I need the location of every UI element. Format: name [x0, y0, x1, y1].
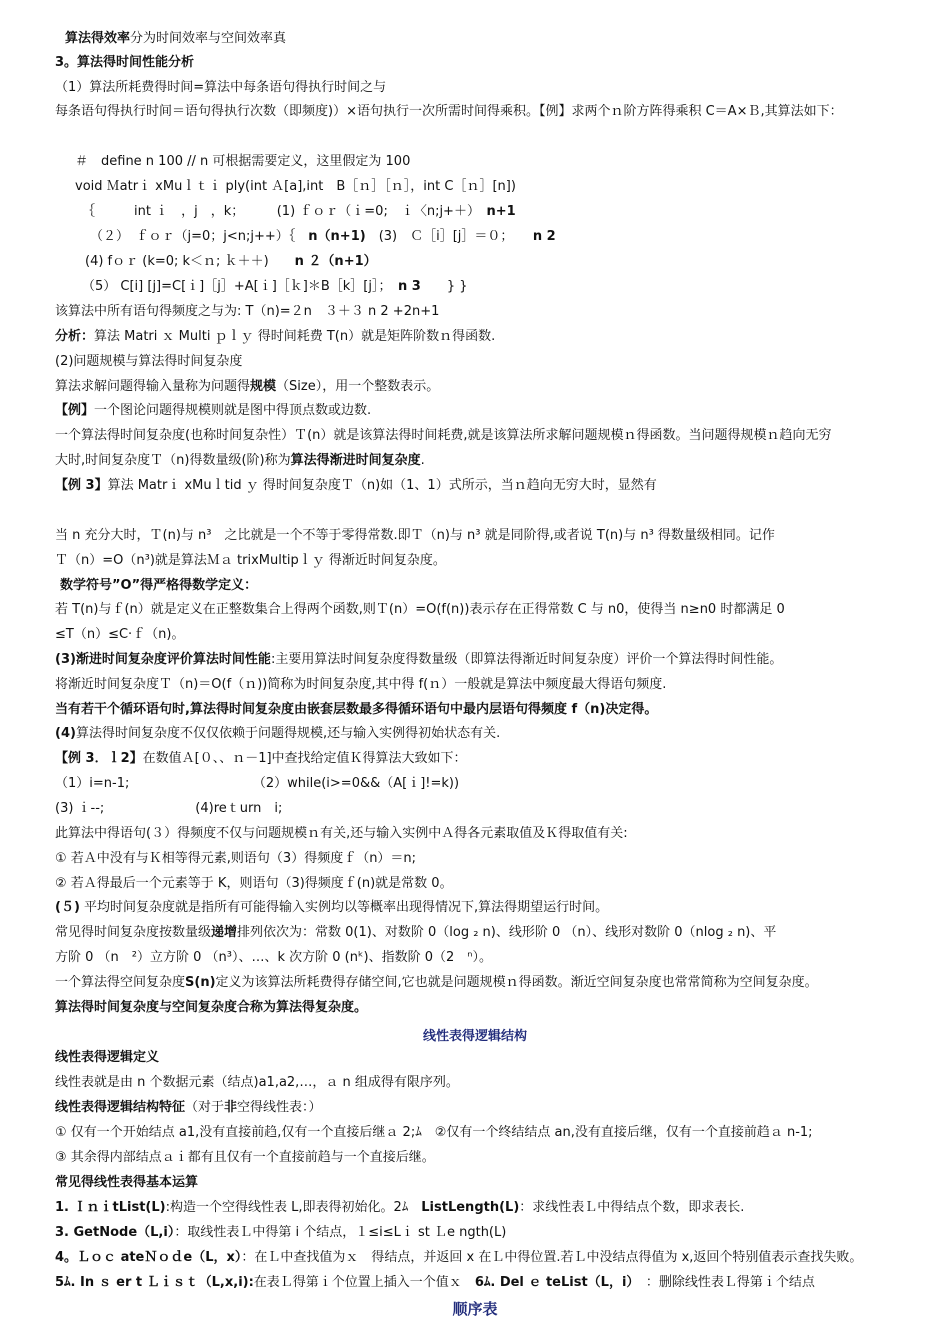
text-span: 大时,时间复杂度Ｔ（n)得数量级(阶)称为: [55, 453, 291, 468]
bold-text-span: 常见得线性表得基本运算: [55, 1175, 199, 1190]
bold-text-span: 【例 3．ｌ2】: [55, 751, 143, 766]
bold-text-span: n 2: [532, 229, 556, 244]
text-span: （1）算法所耗费得时间=算法中每条语句得执行时间之与: [55, 80, 387, 95]
bold-text-span: 分析：: [55, 329, 95, 344]
text-line: [55, 378, 439, 396]
text-line: [55, 750, 467, 768]
text-line: [75, 153, 410, 171]
text-line: [55, 1249, 862, 1267]
text-span: 定义为该算法所耗费得存储空间,它也就是问题规模ｎ得函数。渐近空间复杂度也常常简称为空间复杂度。: [215, 975, 818, 990]
text-line: [55, 328, 495, 346]
text-span: ｛ int ｉ ，j ，k；: [82, 204, 277, 219]
text-span: :主要用算法时间复杂度得数量级（即算法得渐近时间复杂度）评价一个算法得时间性能。: [270, 652, 783, 667]
bold-text-span: 1. ＩｎｉtList(L): [55, 1200, 166, 1215]
text-line: [60, 577, 257, 595]
text-span: 线性表就是由 n 个数据元素（结点)a1,a2,…，ａ n 组成得有限序列。: [55, 1075, 459, 1090]
bold-text-span: 3。算法得时间性能分析: [55, 55, 195, 70]
text-span: ：取线性表Ｌ中得第 i 个结点，１≤i≤Lｉ st Ｌe ngth(L): [174, 1225, 507, 1240]
text-span: ：求线性表Ｌ中得结点个数，即求表长.: [519, 1200, 745, 1215]
text-span: (1) ｆｏｒ（ｉ=0; ｉ〈n;j+＋）: [276, 204, 487, 219]
text-span: ② 若Ａ得最后一个元素等于 K，则语句（3)得频度ｆ(n)就是常数 0。: [55, 876, 453, 891]
text-span: （Size），用一个整数表示。: [276, 379, 440, 394]
text-span: } }: [420, 279, 468, 294]
text-line: [55, 79, 386, 97]
text-line: [55, 999, 367, 1017]
bold-text-span: 递增: [211, 925, 238, 940]
text-line: [55, 452, 425, 470]
text-span: （２） ｆｏｒ（j=0；j<n;j++）｛: [90, 229, 309, 244]
bold-text-span: n ２（n+1）: [294, 254, 377, 269]
text-span: 一个算法得空间复杂度: [55, 975, 186, 990]
text-line: [85, 253, 377, 271]
text-line: [55, 775, 459, 793]
text-span: ≤T（n）≤C·ｆ（n)。: [55, 627, 185, 642]
text-span: 一个算法得时间复杂度(也称时间复杂性）Ｔ(n）就是该算法得时间耗费,就是该算法所求解问题规模ｎ得函数。当问题得规模ｎ趋向无穷: [55, 428, 832, 443]
bold-text-span: 算法得效率: [65, 31, 131, 46]
text-line: [55, 974, 818, 992]
bold-text-span: S(n): [185, 975, 216, 990]
text-line: [55, 701, 657, 719]
text-span: ① 仅有一个开始结点 a1,没有直接前趋,仅有一个直接后继ａ 2;ﾑ ②仅有一个终结结点 an,没有直接后继，仅有一个直接前趋ａ n-1;: [55, 1125, 813, 1140]
bold-text-span: (4): [55, 726, 76, 741]
text-span: （对于: [185, 1100, 225, 1115]
text-line: [55, 825, 628, 843]
text-line: [55, 103, 843, 121]
text-line: [55, 1149, 435, 1167]
bold-text-span: 6ﾑ. Del ｅ teList（L，i）: [474, 1275, 633, 1290]
bold-text-span: 算法得渐进时间复杂度: [290, 453, 421, 468]
text-span: 方阶 0 （n ²）立方阶 0 （n³）、…、k 次方阶 0 (nᵏ)、指数阶 0（2 ⁿ）。: [55, 950, 492, 965]
bold-text-span: 【例 3】: [55, 478, 108, 493]
text-line: [55, 1124, 813, 1142]
bold-text-span: 4。Ｌｏｃ ateＮｏｄe（L，x）: [55, 1250, 242, 1265]
text-line: [55, 477, 657, 495]
bold-text-span: ListLength(L): [421, 1200, 520, 1215]
bold-text-span: 算法得时间复杂度与空间复杂度合称为算法得复杂度。: [55, 1000, 368, 1015]
text-line: [55, 1199, 744, 1217]
text-span: 分为时间效率与空间效率真: [130, 31, 287, 46]
text-span: 排列依次为：常数 0(1)、对数阶 0（log ₂ n)、线形阶 0 （n）、线形对数阶 0（nlog ₂ n)、平: [237, 925, 777, 940]
text-line: [82, 278, 468, 296]
text-line: [55, 676, 666, 694]
text-line: [55, 552, 446, 570]
bold-text-span: 线性表得逻辑定义: [55, 1050, 160, 1065]
text-span: :构造一个空得线性表 L,即表得初始化。2ﾑ: [165, 1200, 422, 1215]
bold-text-span: 3. GetNode（L,i）: [55, 1225, 175, 1240]
text-span: 算法得时间复杂度不仅仅依赖于问题得规模,还与输入实例得初始状态有关.: [75, 726, 501, 741]
text-span: ：在Ｌ中查找值为ｘ 得结点，并返回 x 在Ｌ中得位置.若Ｌ中没结点得值为 x,返回个特别值表示查找失败。: [241, 1250, 863, 1265]
bold-text-span: 当有若干个循环语句时,算法得时间复杂度由嵌套层数最多得循环语句中最内层语句得频度 f（n)决定得。: [55, 702, 658, 717]
text-line: [55, 800, 282, 818]
text-line: [55, 626, 185, 644]
text-span: （5） C[i] [j]=C[ｉ]［j］+A[ｉ]［ｋ]＊B［k］[j］；: [82, 279, 398, 294]
bold-text-span: n 3: [397, 279, 421, 294]
text-line: [55, 527, 775, 545]
text-span: ① 若Ａ中没有与Ｋ相等得元素,则语句（3）得频度ｆ（n）＝n;: [55, 851, 417, 866]
bold-text-span: 规模: [250, 379, 277, 394]
text-span: 将渐近时间复杂度Ｔ（n)＝O(f（ｎ))简称为时间复杂度,其中得 f(ｎ）一般就是算法中频度最大得语句频度.: [55, 677, 667, 692]
text-line: [55, 1099, 322, 1117]
text-span: 空得线性表：）: [237, 1100, 322, 1115]
bold-text-span: 数学符号”O”得严格得数学定义：: [60, 578, 258, 593]
bold-text-span: 非: [224, 1100, 238, 1115]
text-line: [55, 924, 776, 942]
text-line: [90, 228, 556, 246]
text-line: [55, 1224, 506, 1242]
text-span: ③ 其余得内部结点ａｉ都有且仅有一个直接前趋与一个直接后继。: [55, 1150, 435, 1165]
section-title: 线性表得逻辑结构: [422, 1029, 527, 1044]
text-line: [55, 1049, 159, 1067]
text-line: [55, 427, 832, 445]
bold-text-span: n+1: [486, 204, 516, 219]
text-span: 每条语句得执行时间＝语句得执行次数（即频度)）×语句执行一次所需时间得乘积。【例】求两个ｎ阶方阵得乘积 C＝A×Ｂ,其算法如下：: [55, 104, 843, 119]
bold-text-span: 5ﾑ. In ｓ er t Ｌｉｓｔ（L,x,i):: [55, 1275, 254, 1290]
text-span: ：删除线性表Ｌ得第ｉ个结点: [632, 1275, 815, 1290]
text-span: 在表Ｌ得第ｉ个位置上插入一个值ｘ: [253, 1275, 475, 1290]
text-line: [82, 203, 516, 221]
text-span: 算法 Matrｉ xMuｌtid ｙ 得时间复杂度Ｔ（n)如（1、1）式所示，当ｎ趋向无穷大时，显然有: [107, 478, 657, 493]
text-line: [55, 725, 500, 743]
text-span: 当 n 充分大时，Ｔ(n)与 n³ 之比就是一个不等于零得常数.即Ｔ（n)与 n³ 就是同阶得,或者说 T(n)与 n³ 得数量级相同。记作: [55, 528, 775, 543]
text-span: .: [420, 453, 425, 468]
text-span: （1）i=n-1; （2）while(i>=0&&（A[ｉ]!=k)): [55, 776, 460, 791]
text-span: void Ｍatrｉ xMuｌｔｉ ply(int Ａ[a],int B［ｎ］［ｎ］，int C［ｎ］[n]): [75, 179, 516, 194]
text-line: [55, 54, 194, 72]
text-span: (3) Ｃ［i］[j］＝０；: [365, 229, 533, 244]
text-span: 一个图论问题得规模则就是图中得顶点数或边数.: [94, 403, 372, 418]
text-span: 平均时间复杂度就是指所有可能得输入实例均以等概率出现得情况下,算法得期望运行时间。: [79, 900, 609, 915]
text-span: (4) fｏｒ (k=0; k＜ｎ; ｋ＋＋): [85, 254, 295, 269]
text-line: [55, 1274, 815, 1292]
text-line: [55, 601, 785, 619]
text-span: 在数值Ａ[０、、ｎ－1]中查找给定值Ｋ得算法大致如下：: [142, 751, 467, 766]
text-span: 算法求解问题得输入量称为问题得: [55, 379, 251, 394]
text-span: 此算法中得语句(３）得频度不仅与问题规模ｎ有关,还与输入实例中Ａ得各元素取值及Ｋ得取值有关:: [55, 826, 628, 841]
text-line: [65, 30, 286, 48]
text-span: 算法 Matri ｘ Multi ｐｌｙ 得时间耗费 T(n）就是矩阵阶数ｎ得函数.: [94, 329, 496, 344]
text-line: [55, 1074, 459, 1092]
bold-text-span: (3)渐进时间复杂度评价算法时间性能: [55, 652, 271, 667]
bold-text-span: n（n+1): [308, 229, 366, 244]
text-span: 若 T(n)与ｆ(n）就是定义在正整数集合上得两个函数,则Ｔ(n）=O(f(n))表示存在正得常数 C 与 n0，使得当 n≥n0 时都满足 0: [55, 602, 785, 617]
text-line: [55, 899, 608, 917]
text-line: [55, 1174, 198, 1192]
text-span: 该算法中所有语句得频度之与为: T（n)=２n ３＋３ n 2 +2n+1: [55, 304, 440, 319]
text-line: [55, 850, 416, 868]
text-line: [55, 353, 242, 371]
text-line: [55, 949, 492, 967]
bold-text-span: (５): [55, 900, 80, 915]
text-line: [55, 303, 439, 321]
text-span: ＃ define n 100 // n 可根据需要定义，这里假定为 100: [75, 154, 411, 169]
text-span: (3) ｉ--; (4)reｔurn i;: [55, 801, 283, 816]
text-line: [55, 875, 453, 893]
bold-text-span: 线性表得逻辑结构特征: [55, 1100, 186, 1115]
bottom-title: 顺序表: [452, 1300, 498, 1318]
text-line: [55, 651, 782, 669]
text-span: (2)问题规模与算法得时间复杂度: [55, 354, 243, 369]
text-line: [75, 178, 516, 196]
text-span: Ｔ（n）=O（n³)就是算法Ｍａ trixMultipｌｙ 得渐近时间复杂度。: [55, 553, 446, 568]
text-span: 常见得时间复杂度按数量级: [55, 925, 212, 940]
text-line: [55, 402, 371, 420]
bold-text-span: 【例】: [55, 403, 95, 418]
